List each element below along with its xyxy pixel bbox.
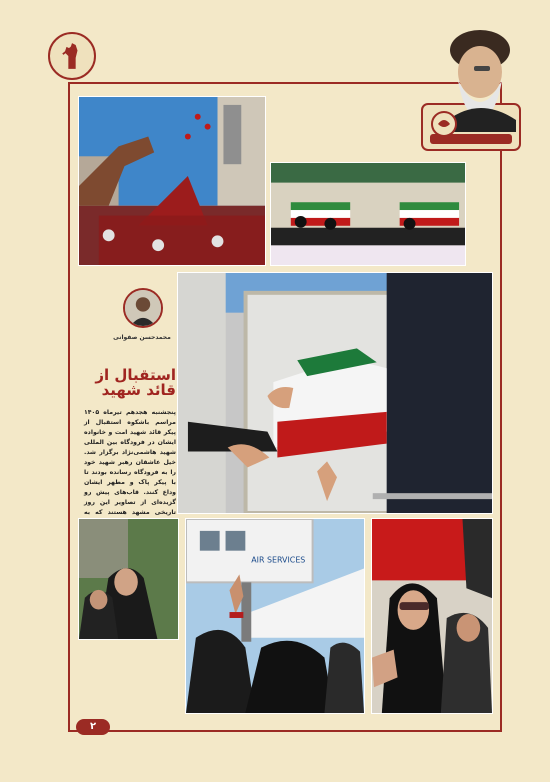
page-number: ۲ (76, 719, 110, 735)
article-title: استقبال از قائد شهید (95, 366, 176, 399)
airline-label: AIR SERVICES (251, 555, 306, 565)
photo-woman-with-flag (371, 518, 493, 714)
leader-portrait (418, 24, 524, 154)
raised-fist-emblem-icon (48, 32, 96, 80)
article-body: پنجشنبه هجدهم تیرماه ۱۴۰۵ مراسم باشکوه استقبال از پیکر قائد شهید امت و خانواده ایشان در فرودگاه بین المللی شهید هاشمی‌نژاد برگزار شد. خیل عاشقان رهبر شهید خود را به فرودگاه رسانده بودند تا با پیکر پاک و مطهر ایشان وداع کنند. قاب‌های پیش رو گزیده‌ای از تصاویر این روز تاریخی مشهد هستند که به (84, 409, 176, 516)
author-name: محمدحسن صفوانی (113, 334, 171, 341)
author-avatar-icon (123, 288, 163, 328)
photo-crowd-procession (78, 96, 266, 266)
photo-flag-ceremony (270, 162, 466, 266)
photo-mourning-women (78, 518, 179, 640)
photo-coffin-handover (177, 272, 493, 514)
photo-airplane-crowd (185, 518, 365, 714)
